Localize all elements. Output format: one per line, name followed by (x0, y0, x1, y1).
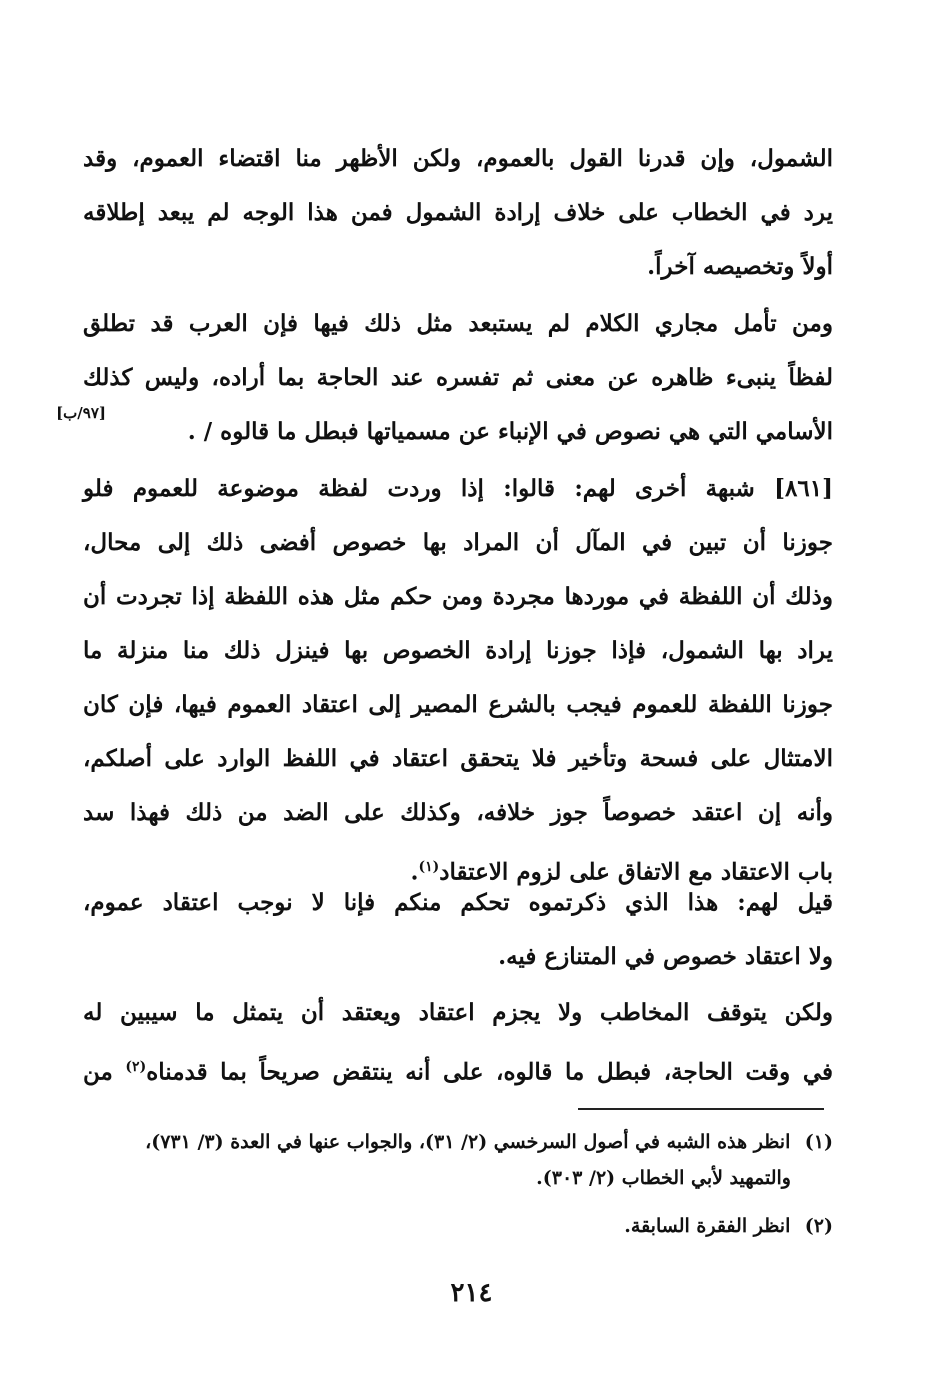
footnote-number: (١) (804, 1131, 833, 1153)
text-line: ولا اعتقاد خصوص في المتنازع فيه. (498, 943, 833, 970)
text-line: أولاً وتخصيصه آخراً. (647, 253, 833, 280)
page-number: ٢١٤ (450, 1278, 493, 1308)
text-segment: . (410, 858, 419, 886)
footnote-1 (83, 1124, 833, 1196)
text-line (83, 1040, 833, 1100)
footnote-text: انظر هذه الشبه في أصول السرخسي (٢/ ٣١)، والجواب عنها في العدة (٣/ ٧٣١)، (145, 1131, 791, 1153)
text-line: جوزنا اللفظة للعموم فيجب بالشرع المصير إلى اعتقاد العموم فيها، فإن كان (83, 691, 833, 718)
footnote-2 (83, 1208, 833, 1244)
paragraph-1 (83, 132, 833, 294)
text-segment: في وقت الحاجة، فبطل ما قالوه، على أنه ينتقض صريحاً بما قدمناه (146, 1058, 833, 1086)
paragraph-2 (83, 297, 833, 459)
paragraph-5 (83, 986, 833, 1100)
footnote-ref: (٢) (125, 1059, 147, 1075)
text-segment: من (83, 1058, 126, 1086)
paragraph-4 (83, 876, 833, 984)
text-line: ومن تأمل مجاري الكلام لم يستبعد مثل ذلك فيها فإن العرب قد تطلق (83, 310, 833, 337)
text-line: ولكن يتوقف المخاطب ولا يجزم اعتقاد ويعتقد أن يتمثل ما سيبين له (83, 999, 833, 1026)
footnote-ref: (١) (418, 859, 440, 875)
text-line: الشمول، وإن قدرنا القول بالعموم، ولكن الأظهر منا اقتضاء العموم، وقد (83, 145, 833, 172)
footnote-text: والتمهيد لأبي الخطاب (٢/ ٣٠٣). (536, 1167, 791, 1189)
text-segment: باب الاعتقاد مع الاتفاق على لزوم الاعتقاد (439, 858, 833, 886)
text-line: الامتثال على فسحة وتأخير فلا يتحقق اعتقاد في اللفظ الوارد على أصلكم، (83, 745, 833, 772)
text-line: الأسامي التي هي نصوص في الإنباء عن مسمياتها فبطل ما قالوه / . (187, 418, 833, 445)
text-line: يرد في الخطاب على خلاف إرادة الشمول فمن هذا الوجه لم يبعد إطلاقه (83, 199, 833, 226)
margin-folio-note: [٩٧/ب] (56, 404, 106, 422)
text-line: قيل لهم: هذا الذي ذكرتموه تحكم منكم فإنا لا نوجب اعتقاد عموم، (83, 889, 833, 916)
text-line: [٨٦١] شبهة أخرى لهم: قالوا: إذا وردت لفظة موضوعة للعموم فلو (83, 475, 833, 502)
text-line: وذلك أن اللفظة في موردها مجردة ومن حكم مثل هذه اللفظة إذا تجردت أن (83, 583, 833, 610)
footnote-divider (578, 1108, 824, 1110)
text-line: لفظاً ينبىء ظاهره عن معنى ثم تفسره عند الحاجة بما أراده، وليس كذلك (83, 364, 833, 391)
footnote-text: انظر الفقرة السابقة. (624, 1215, 791, 1237)
text-line: جوزنا أن تبين في المآل أن المراد بها خصوص أفضى ذلك إلى محال، (83, 529, 833, 556)
text-line: يراد بها الشمول، فإذا جوزنا إرادة الخصوص بها فينزل ذلك منا منزلة ما (83, 637, 833, 664)
footnote-number: (٢) (804, 1215, 833, 1237)
text-line: وأنه إن اعتقد خصوصاً جوز خلافه، وكذلك على الضد من ذلك فهذا سد (83, 799, 833, 826)
paragraph-3 (83, 462, 833, 900)
